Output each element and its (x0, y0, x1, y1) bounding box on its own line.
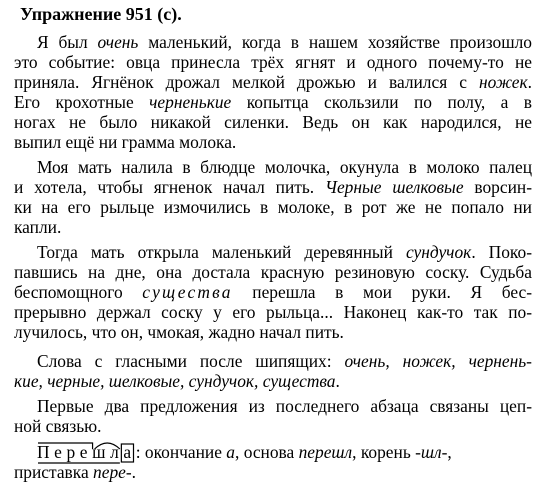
parsed-word-text: Перешла (37, 442, 136, 462)
summary-chain-line-1: Первые два предложения из последнего абзаца связаны цеп- (37, 396, 532, 416)
text-span: , основа (235, 442, 299, 462)
highlighted-word: Черные шелковые (324, 177, 464, 197)
summary-vowels-line-1 (37, 351, 532, 371)
morpheme-analysis-line-2 (14, 462, 532, 482)
prefix-value: пере- (93, 462, 132, 482)
text-span: маленький, когда в нашем хозяйстве произошло (138, 32, 532, 52)
summary-vowels-line-2 (14, 371, 532, 391)
text-span: . (335, 371, 340, 391)
paragraph-2-line-1: Моя мать налила в блюдце молочка, окунула в молоко палец (37, 157, 532, 177)
text-span: . (131, 462, 137, 482)
paragraph-3-line-3 (14, 282, 532, 302)
root-value: -шл- (415, 442, 448, 462)
text-span: ворсин- (463, 177, 532, 197)
text-span: Я был (37, 32, 98, 52)
text-span: Его крохотные (14, 92, 150, 112)
highlighted-word: очень (97, 32, 139, 52)
paragraph-3-line-5: лучилось, что он, чмокая, жадно начал пить. (14, 322, 344, 342)
stem-value: перешл (298, 442, 353, 462)
text-span: Тогда мать открыла маленький деревянный (37, 242, 406, 262)
paragraph-1-line-2: это событие: овца принесла трёх ягнят и одного почему-то не (14, 52, 532, 72)
paragraph-2-line-3: ки на его рыльце измочились в молоке, в рот же не попало ни (14, 197, 532, 217)
paragraph-3-line-1 (37, 242, 532, 262)
exercise-heading: Упражнение 951 (с). (20, 4, 182, 24)
text-span: приняла. Ягнёнок дрожал мелкой дрожью и валился с (14, 72, 479, 92)
text-span: , корень (352, 442, 416, 462)
text-span: , (447, 442, 452, 462)
paragraph-1-line-1 (37, 32, 532, 52)
paragraph-3-line-4: прерывно держал соску у его рыльца... Наконец как-то так по- (14, 302, 532, 322)
paragraph-1-line-4 (14, 92, 532, 112)
ending-value: а (226, 442, 235, 462)
summary-chain-line-2: ной связью. (14, 416, 102, 436)
word-list: очень, ножек, черне (344, 351, 510, 371)
highlighted-word: черненькие (149, 92, 232, 112)
highlighted-word: существа (142, 282, 233, 302)
highlighted-word: ножек (478, 72, 528, 92)
parsed-word (37, 442, 136, 462)
text-span: окончание (144, 442, 227, 462)
text-span: : (135, 442, 145, 462)
paragraph-1-line-5: ногах не было никакой силенки. Ведь он как народился, не (14, 112, 532, 132)
text-span: Слова с гласными после шипящих: (37, 351, 345, 371)
text-span: беспомощного (14, 282, 143, 302)
paragraph-2-line-2 (14, 177, 532, 197)
word-list-hyphen: нь- (509, 351, 532, 371)
text-span: перешла в мои руки. Я бес- (232, 282, 532, 302)
paragraph-3-line-2: павшись на дне, она достала красную резиновую соску. Судьба (14, 262, 532, 282)
text-span: . (527, 72, 532, 92)
text-span: . Поко- (471, 242, 532, 262)
paragraph-1-line-6: выпил ещё ни грамма молока. (14, 132, 237, 152)
text-span: копытца скользили по полу, а в (231, 92, 533, 112)
text-span: и хотела, чтобы ягненок начал пить. (14, 177, 325, 197)
paragraph-1-line-3 (14, 72, 532, 92)
word-list: кие, черные, шелковые, сундучок, существа (14, 371, 336, 391)
paragraph-2-line-4: капли. (14, 217, 62, 237)
text-span: приставка (14, 462, 94, 482)
highlighted-word: сундучок (405, 242, 472, 262)
morpheme-analysis-line-1 (37, 442, 532, 462)
